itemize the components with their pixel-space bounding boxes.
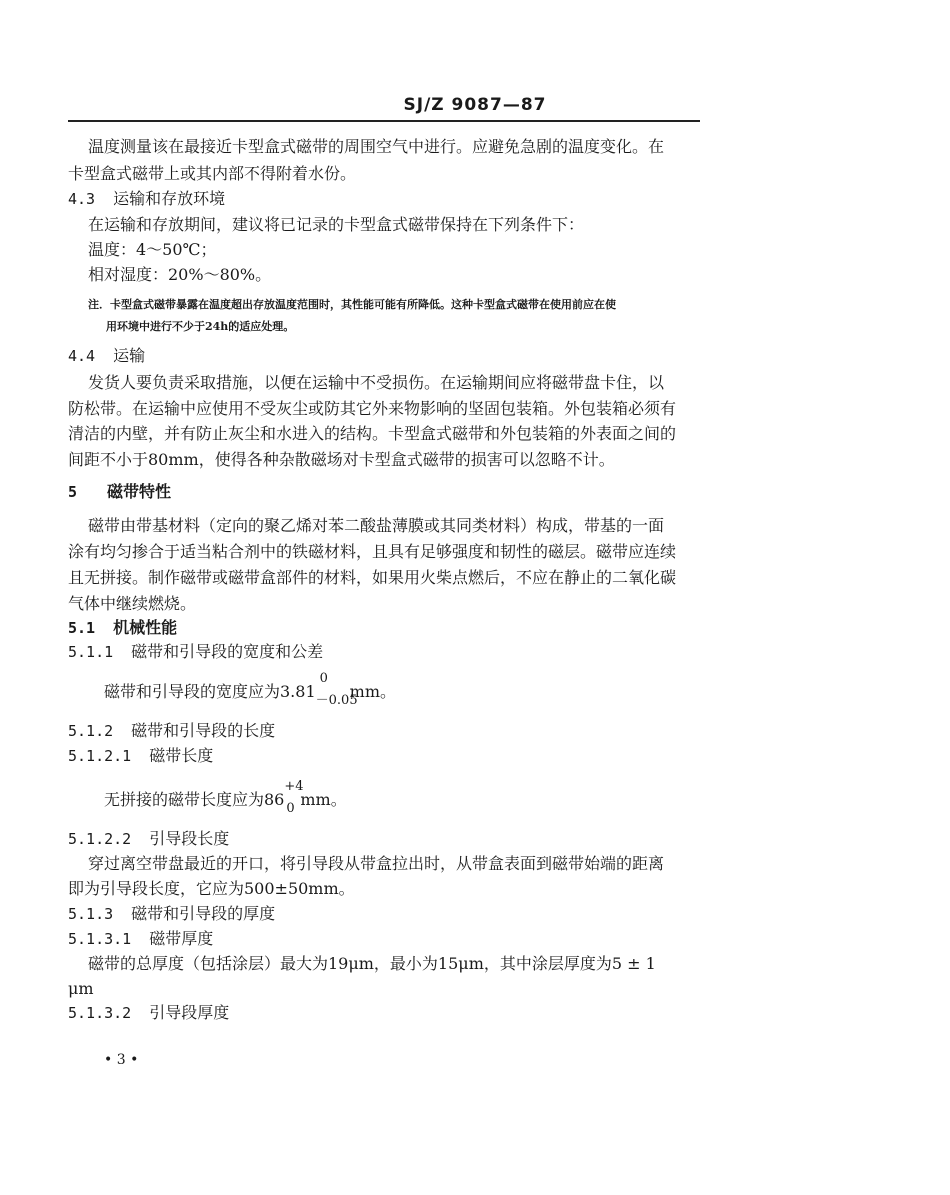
section-number: 5.1.3.1 xyxy=(68,930,132,948)
section-heading-5-1-2 xyxy=(68,721,275,741)
section-heading-5-1-3 xyxy=(68,904,275,924)
width-tolerance xyxy=(315,670,358,708)
section-title: 磁带长度 xyxy=(149,746,214,765)
section-title: 磁带和引导段的宽度和公差 xyxy=(131,642,324,661)
section-heading-5 xyxy=(68,482,171,502)
paragraph-line: 温度测量该在最接近卡型盒式磁带的周围空气中进行。应避免急剧的温度变化。在 xyxy=(88,137,665,156)
paragraph-line: μm xyxy=(68,979,94,998)
section-heading-5-1-2-2 xyxy=(68,829,229,849)
section-number: 4.3 xyxy=(68,190,96,208)
header-rule xyxy=(68,120,700,122)
note-line: 注．卡型盒式磁带暴露在温度超出存放温度范围时，其性能可能有所降低。这种卡型盒式磁带在使用前应在使 xyxy=(88,298,616,311)
paragraph-line: 卡型盒式磁带上或其内部不得附着水份。 xyxy=(68,164,357,183)
page-number: • 3 • xyxy=(104,1052,139,1068)
paragraph-line: 在运输和存放期间，建议将已记录的卡型盒式磁带保持在下列条件下： xyxy=(88,215,585,234)
paragraph-line: 温度：4～50℃； xyxy=(88,240,217,259)
lower-tolerance: 0 xyxy=(286,800,295,816)
section-heading-5-1-1 xyxy=(68,642,323,662)
section-number: 5.1.3 xyxy=(68,905,114,923)
lower-tolerance: －0.05 xyxy=(315,692,358,708)
spec-unit: mm。 xyxy=(300,790,347,809)
spec-text: 磁带和引导段的宽度应为3.81 xyxy=(104,682,316,701)
paragraph-line: 穿过离空带盘最近的开口，将引导段从带盒拉出时，从带盒表面到磁带始端的距离 xyxy=(88,854,665,873)
paragraph-line: 发货人要负责采取措施，以便在运输中不受损伤。在运输期间应将磁带盘卡住，以 xyxy=(88,373,665,392)
paragraph-line: 磁带的总厚度（包括涂层）最大为19μm，最小为15μm，其中涂层厚度为5 ± 1 xyxy=(88,954,656,973)
section-title: 磁带厚度 xyxy=(149,929,214,948)
paragraph-line: 防松带。在运输中应使用不受灰尘或防其它外来物影响的坚固包装箱。外包装箱必须有 xyxy=(68,399,677,418)
paragraph-line: 且无拼接。制作磁带或磁带盒部件的材料，如果用火柴点燃后，不应在静止的二氧化碳 xyxy=(68,568,677,587)
section-number: 5.1 xyxy=(68,619,96,637)
section-number: 4.4 xyxy=(68,347,96,365)
paragraph-line: 间距不小于80mm，使得各种杂散磁场对卡型盒式磁带的损害可以忽略不计。 xyxy=(68,450,615,469)
section-title: 磁带特性 xyxy=(107,482,172,501)
paragraph-line: 即为引导段长度，它应为500±50mm。 xyxy=(68,879,355,898)
section-heading-5-1-3-1 xyxy=(68,929,213,949)
section-number: 5.1.3.2 xyxy=(68,1004,132,1022)
upper-tolerance: 0 xyxy=(319,670,328,686)
tape-width-spec xyxy=(104,670,396,708)
section-heading-4-3 xyxy=(68,189,225,209)
section-title: 运输和存放环境 xyxy=(113,189,226,208)
section-title: 运输 xyxy=(113,346,146,365)
section-title: 磁带和引导段的厚度 xyxy=(131,904,276,923)
section-heading-5-1 xyxy=(68,618,177,638)
section-number: 5.1.2.1 xyxy=(68,747,132,765)
length-tolerance xyxy=(284,778,304,816)
section-number: 5.1.1 xyxy=(68,643,114,661)
section-heading-5-1-3-2 xyxy=(68,1003,229,1023)
section-heading-4-4 xyxy=(68,346,145,366)
paragraph-line: 气体中继续燃烧。 xyxy=(68,594,197,613)
tape-length-spec xyxy=(104,778,347,816)
paragraph-line: 磁带由带基材料（定向的聚乙烯对苯二酸盐薄膜或其同类材料）构成，带基的一面 xyxy=(88,516,665,535)
spec-unit: mm。 xyxy=(349,682,396,701)
spec-text: 无拼接的磁带长度应为86 xyxy=(104,790,285,809)
section-title: 机械性能 xyxy=(113,618,178,637)
paragraph-line: 清洁的内壁，并有防止灰尘和水进入的结构。卡型盒式磁带和外包装箱的外表面之间的 xyxy=(68,424,677,443)
section-heading-5-1-2-1 xyxy=(68,746,213,766)
section-number: 5.1.2.2 xyxy=(68,830,132,848)
section-title: 磁带和引导段的长度 xyxy=(131,721,276,740)
section-title: 引导段长度 xyxy=(149,829,230,848)
section-number: 5 xyxy=(68,483,78,501)
section-title: 引导段厚度 xyxy=(149,1003,230,1022)
section-number: 5.1.2 xyxy=(68,722,114,740)
paragraph-line: 相对湿度：20%～80%。 xyxy=(88,265,272,284)
paragraph-line: 涂有均匀掺合于适当粘合剂中的铁磁材料，且具有足够强度和韧性的磁层。磁带应连续 xyxy=(68,542,677,561)
document-code-header: SJ/Z 9087—87 xyxy=(403,95,547,115)
note-line: 用环境中进行不少于24h的适应处理。 xyxy=(106,320,295,333)
upper-tolerance: +4 xyxy=(284,778,304,794)
